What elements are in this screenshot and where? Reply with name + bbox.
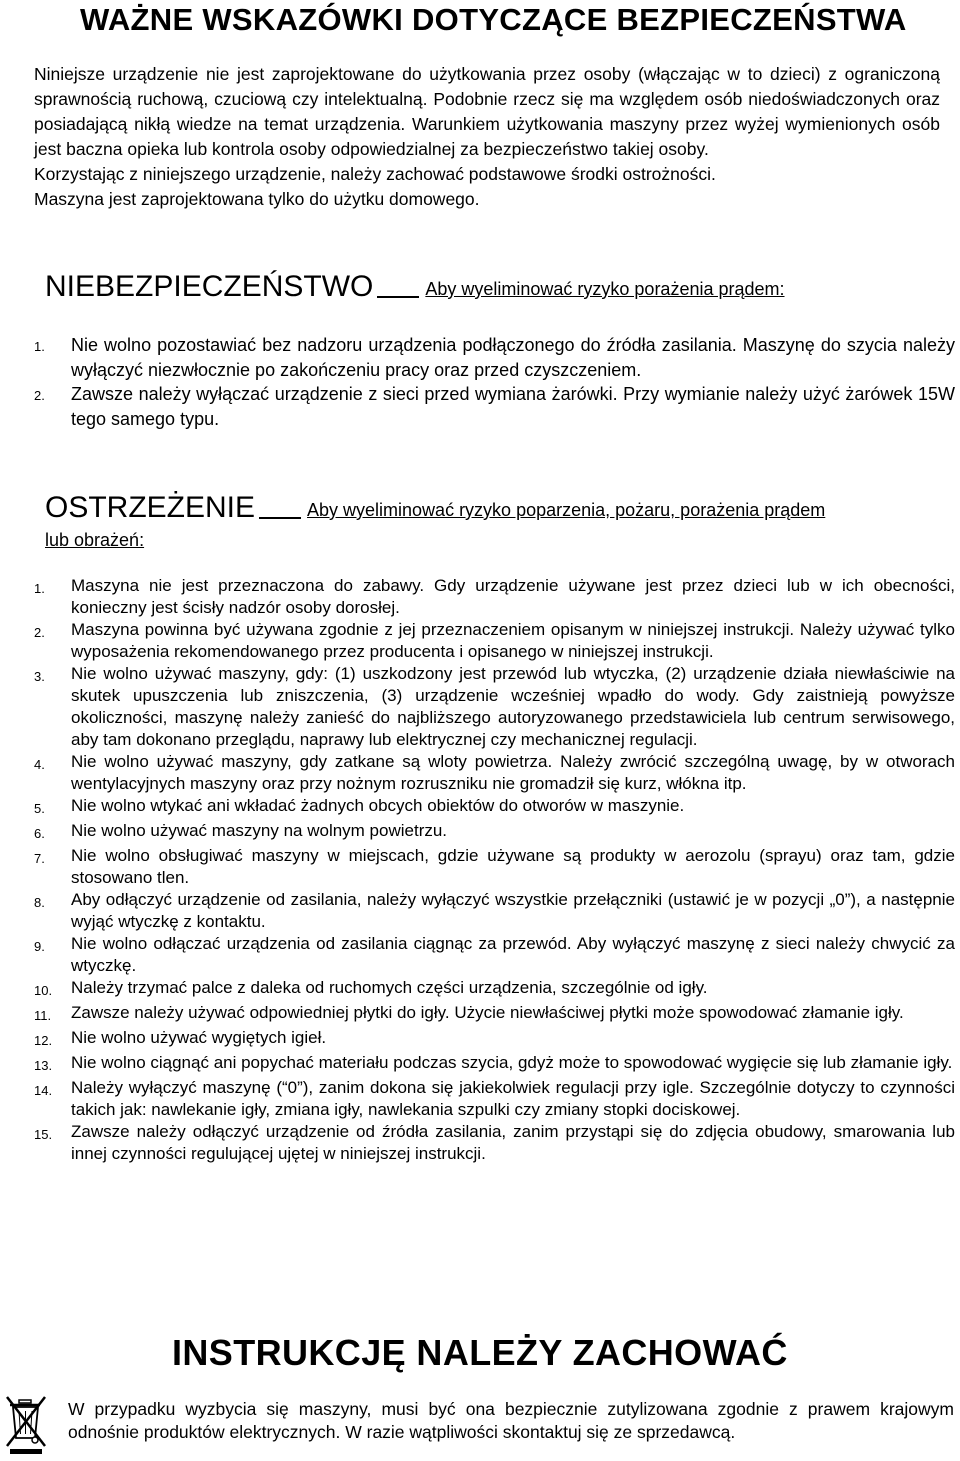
- item-number: 14.: [34, 1083, 53, 1098]
- danger-heading: NIEBEZPIECZEŃSTWO: [45, 270, 374, 303]
- item-number: 1.: [34, 339, 45, 354]
- item-text: Nie wolno odłączać urządzenia od zasilania ciągnąc za przewód. Aby wyłączyć maszynę z sieci należy chwycić za wtyczkę.: [71, 934, 955, 975]
- item-number: 6.: [34, 826, 45, 841]
- item-text: Maszyna nie jest przeznaczona do zabawy. Gdy urządzenie używane jest przez dzieci lub w ich obecności, konieczny jest ścisły nadzór osoby dorosłej.: [71, 576, 955, 617]
- intro-paragraph: Maszyna jest zaprojektowana tylko do użytku domowego.: [34, 189, 480, 209]
- item-number: 5.: [34, 801, 45, 816]
- item-number: 10.: [34, 983, 53, 998]
- item-text: Nie wolno wtykać ani wkładać żadnych obcych obiektów do otworów w maszynie.: [71, 796, 685, 815]
- item-text: Nie wolno pozostawiać bez nadzoru urządzenia podłączonego do źródła zasilania. Maszynę do szycia należy wyłączyć niezwłocznie po zakończeniu pracy oraz przed czyszczeniem.: [71, 335, 955, 380]
- list-item: [0, 1027, 960, 1052]
- item-text: Nie wolno używać maszyny, gdy: (1) uszkodzony jest przewód lub wtyczka, (2) urządzenie działa niewłaściwie na skutek upuszczenia lub zniszczenia, (3) urządzenie wcześniej wpadło do wody. Gdy zaistnieją powyższe okoliczności, maszynę należy zanieść do najbliższego autoryzowanego przedstawiciela lub centrum serwisowego, aby tam dokonano przeglądu, naprawy lub elektrycznej czy mechanicznej regulacji.: [71, 664, 955, 749]
- item-number: 12.: [34, 1033, 53, 1048]
- keep-instructions-title: INSTRUKCJĘ NALEŻY ZACHOWAĆ: [172, 1332, 788, 1373]
- list-item: [0, 1121, 960, 1165]
- list-item: [0, 751, 960, 795]
- page-title: WAŻNE WSKAZÓWKI DOTYCZĄCE BEZPIECZEŃSTWA: [80, 2, 907, 37]
- item-text: Maszyna powinna być używana zgodnie z jej przeznaczeniem opisanym w niniejszej instrukcji. Należy używać tylko wyposażenia rekomendowanego przez producenta i opisanego w niniejszej instrukcji.: [71, 620, 955, 661]
- warning-subheading: Aby wyeliminować ryzyko poparzenia, pożaru, porażenia prądem: [307, 500, 826, 520]
- item-text: Nie wolno używać wygiętych igieł.: [71, 1028, 327, 1047]
- heading-dash: [259, 517, 301, 519]
- disposal-notice: W przypadku wyzbycia się maszyny, musi być ona bezpiecznie zutylizowana zgodnie z prawem krajowym odnośnie produktów elektrycznych. W razie wątpliwości skontaktuj się ze sprzedawcą.: [68, 1399, 954, 1442]
- list-item: [0, 795, 960, 820]
- list-item: [0, 382, 960, 431]
- item-number: 15.: [34, 1127, 53, 1142]
- list-item: [0, 889, 960, 933]
- item-number: 3.: [34, 669, 45, 684]
- item-number: 11.: [34, 1008, 52, 1023]
- list-item: [0, 619, 960, 663]
- list-item: [0, 933, 960, 977]
- item-text: Nie wolno używać maszyny, gdy zatkane są wloty powietrza. Należy zwrócić szczególną uwagę, by w otworach wentylacyjnych maszyny oraz przy nożnym rozruszniku nie gromadził się kurz, włókna itp.: [71, 752, 955, 793]
- warning-list: [0, 575, 960, 1165]
- warning-heading: OSTRZEŻENIE: [45, 491, 256, 524]
- list-item: [0, 1052, 960, 1077]
- item-number: 13.: [34, 1058, 53, 1073]
- danger-heading-row: [45, 272, 785, 302]
- list-item: [0, 820, 960, 845]
- item-text: Należy wyłączyć maszynę (“0”), zanim dokona się jakiekolwiek regulacji przy igle. Szczególnie dotyczy to czynności takich jak: nawlekanie igły, zmiana igły, nawlekania szpulki czy zmiany stopki dociskowej.: [71, 1078, 955, 1119]
- item-number: 1.: [34, 581, 45, 596]
- item-text: Zawsze należy wyłączać urządzenie z sieci przed wymiana żarówki. Przy wymianie należy użyć żarówek 15W tego samego typu.: [71, 384, 955, 429]
- item-text: Nie wolno używać maszyny na wolnym powietrzu.: [71, 821, 448, 840]
- list-item: [0, 845, 960, 889]
- list-item: [0, 1002, 960, 1027]
- item-number: 2.: [34, 625, 45, 640]
- list-item: [0, 663, 960, 751]
- intro-text: [34, 62, 940, 212]
- item-text: Nie wolno obsługiwać maszyny w miejscach, gdzie używane są produkty w aerozolu (sprayu) oraz tam, gdzie stosowano tlen.: [71, 846, 955, 887]
- list-item: [0, 1077, 960, 1121]
- item-number: 8.: [34, 895, 45, 910]
- list-item: [0, 333, 960, 382]
- item-number: 2.: [34, 388, 45, 403]
- item-text: Zawsze należy odłączyć urządzenie od źródła zasilania, zanim przystąpi się do zdjęcia obudowy, smarowania lub innej czynności regulującej ujętej w niniejszej instrukcji.: [71, 1122, 955, 1163]
- intro-paragraph: Korzystając z niniejszego urządzenie, należy zachować podstawowe środki ostrożności.: [34, 164, 716, 184]
- list-item: [0, 977, 960, 1002]
- item-text: Aby odłączyć urządzenie od zasilania, należy wyłączyć wszystkie przełączniki (ustawić je w pozycji „0”), a następnie wyjąć wtyczkę z kontaktu.: [71, 890, 955, 931]
- danger-list: [0, 333, 960, 431]
- item-text: Należy trzymać palce z daleka od ruchomych części urządzenia, szczególnie od igły.: [71, 978, 708, 997]
- danger-subheading: Aby wyeliminować ryzyko porażenia prądem:: [425, 279, 785, 299]
- intro-paragraph: Niniejsze urządzenie nie jest zaprojektowane do użytkowania przez osoby (włączając w to dzieci) z ograniczoną sprawnością ruchową, czuciową czy intelektualną. Podobnie rzecz się ma względem osób niedoświadczonych oraz posiadającą nikłą wiedze na temat urządzenia. Warunkiem użytkowania maszyny przez wyżej wymienionych osób jest baczna opieka lub kontrola osoby odpowiedzialnej za bezpieczeństwo takiej osoby.: [34, 64, 940, 159]
- warning-subheading-continued: lub obrażeń:: [45, 530, 145, 550]
- crossed-out-wheelie-bin-icon: [4, 1394, 48, 1456]
- item-number: 9.: [34, 939, 45, 954]
- warning-heading-row: [45, 493, 825, 523]
- item-number: 7.: [34, 851, 45, 866]
- item-number: 4.: [34, 757, 45, 772]
- heading-dash: [377, 296, 419, 298]
- item-text: Nie wolno ciągnąć ani popychać materiału podczas szycia, gdyż może to spowodować wygięcie się lub złamanie igły.: [71, 1053, 953, 1072]
- list-item: [0, 575, 960, 619]
- item-text: Zawsze należy używać odpowiedniej płytki do igły. Użycie niewłaściwej płytki może spowodować złamanie igły.: [71, 1003, 904, 1022]
